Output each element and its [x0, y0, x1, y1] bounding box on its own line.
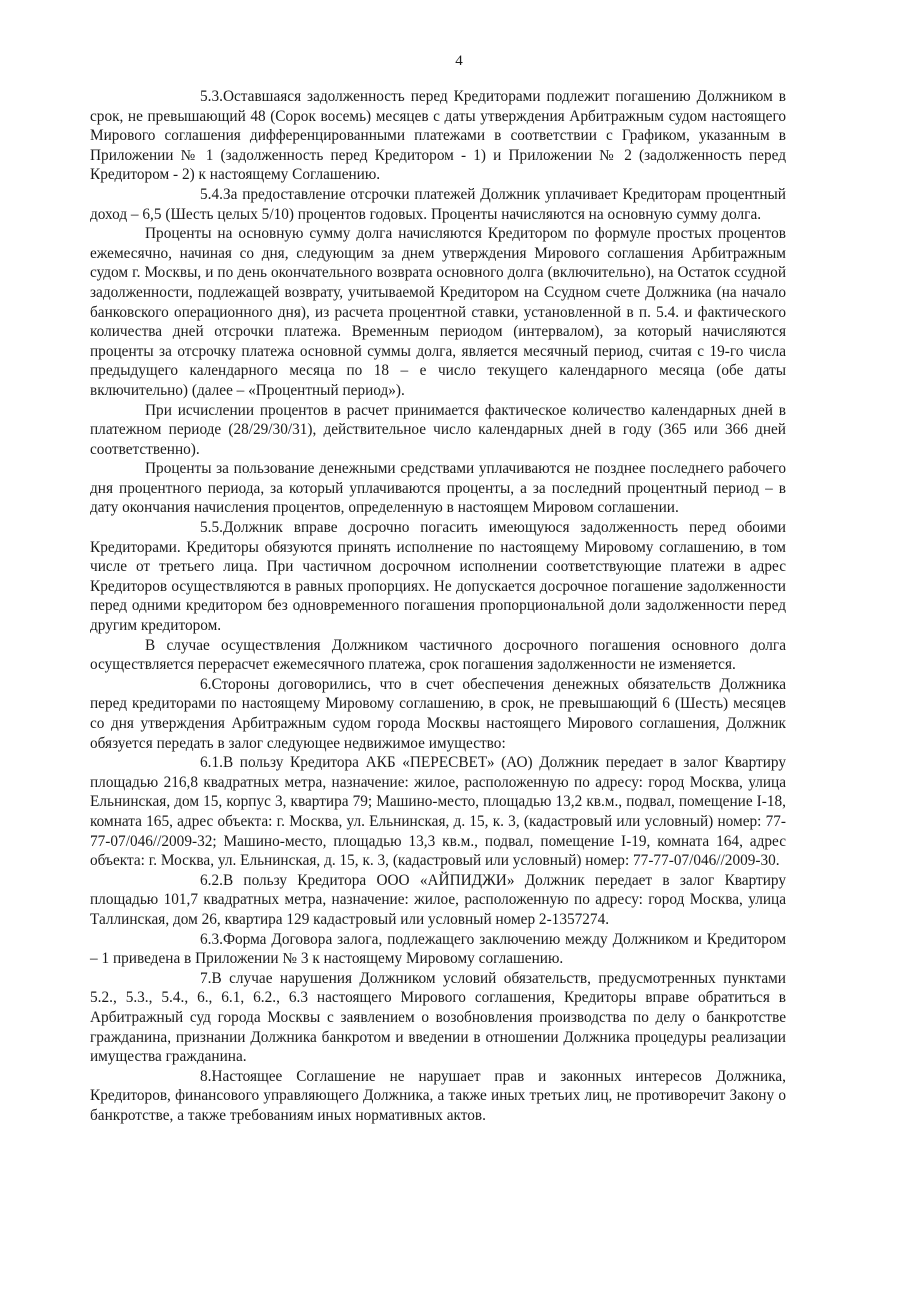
paragraph-5-3: [90, 87, 786, 185]
clause-number: 8.: [200, 1067, 212, 1085]
paragraph-6-3: [90, 930, 786, 969]
clause-number: 5.4.: [200, 185, 223, 203]
paragraph-6: [90, 675, 786, 753]
clause-text: Настоящее Соглашение не нарушает прав и законных интересов Должника, Кредиторов, финансового управляющего Должника, а также иных третьих лиц, не противоречит Закону о банкротстве, а также требованиям иных нормативных актов.: [90, 1067, 786, 1124]
clause-number: 6.3.: [200, 930, 223, 948]
clause-text: За предоставление отсрочки платежей Должник уплачивает Кредиторам процентный доход – 6,5 (Шесть целых 5/10) процентов годовых. Проценты начисляются на основную сумму долга.: [90, 185, 786, 223]
paragraph-8: [90, 1067, 786, 1126]
clause-number: 5.5.: [200, 519, 223, 537]
clause-text: В случае осуществления Должником частичного досрочного погашения основного долга осуществляется перерасчет ежемесячного платежа, срок погашения задолженности не изменяется.: [90, 636, 786, 674]
paragraph-6-1: [90, 753, 786, 871]
paragraph-6-2: [90, 871, 786, 930]
paragraph-interest-payment: [90, 459, 786, 518]
clause-text: В пользу Кредитора АКБ «ПЕРЕСВЕТ» (АО) Должник передает в залог Квартиру площадью 216,8 квадратных метра, назначение: жилое, расположенную по адресу: город Москва, улица Ельнинская, дом 15, корпус 3, квартира 79; Машино-место, площадью 13,2 кв.м., подвал, помещение I-18, комната 165, адрес объекта: г. Москва, ул. Ельнинская, д. 15, к. 3, (кадастровый или условный) номер: 77-77-07/046//2009-32; Машино-место, площадью 13,3 кв.м., подвал, помещение I-19, комната 164, адрес объекта: г. Москва, ул. Ельнинская, д. 15, к. 3, (кадастровый или условный) номер: 77-77-07/046//2009-30.: [90, 754, 786, 870]
clause-text: Форма Договора залога, подлежащего заключению между Должником и Кредитором – 1 приведена в Приложении № 3 к настоящему Мировому соглашению.: [90, 930, 786, 968]
clause-number: 6.2.: [200, 871, 223, 889]
paragraph-interest-days: [90, 401, 786, 460]
paragraph-interest-calculation: [90, 224, 786, 400]
clause-number: 6.1.: [200, 754, 223, 772]
paragraph-5-5: [90, 518, 786, 636]
clause-text: В пользу Кредитора ООО «АЙПИДЖИ» Должник передает в залог Квартиру площадью 101,7 квадратных метра, назначение: жилое, расположенную по адресу: город Москва, улица Таллинская, дом 26, квартира 129 кадастровый или условный номер 2-1357274.: [90, 871, 786, 928]
paragraph-7: [90, 969, 786, 1067]
clause-text: Проценты на основную сумму долга начисляются Кредитором по формуле простых процентов ежемесячно, начиная со дня, следующим за днем утверждения Мирового соглашения Арбитражным судом г. Москвы, и по день окончательного возврата основного долга (включительно), на Остаток ссудной задолженности, подлежащей возврату, учитываемой Кредитором на Ссудном счете Должника (на начало банковского операционного дня), из расчета процентной ставки, установленной в п. 5.4. и фактического количества дней отсрочки платежа. Временным периодом (интервалом), за который начисляются проценты за отсрочку платежа основной суммы долга, является месячный период, считая с 19-го числа предыдущего календарного месяца по 18 – е число текущего календарного месяца (обе даты включительно) (далее – «Процентный период»).: [90, 225, 786, 399]
document-body: [90, 87, 786, 1125]
clause-text: Оставшаяся задолженность перед Кредиторами подлежит погашению Должником в срок, не превышающий 48 (Сорок восемь) месяцев с даты утверждения Арбитражным судом настоящего Мирового соглашения дифференцированными платежами в соответствии с Графиком, указанным в Приложении № 1 (задолженность перед Кредитором - 1) и Приложении № 2 (задолженность перед Кредитором - 2) к настоящему Соглашению.: [90, 88, 786, 184]
clause-number: 6.: [200, 675, 212, 693]
clause-text: При исчислении процентов в расчет принимается фактическое количество календарных дней в платежном периоде (28/29/30/31), действительное число календарных дней в году (365 или 366 дней соответственно).: [90, 401, 786, 458]
paragraph-5-4: [90, 185, 786, 224]
page-number: 4: [455, 53, 463, 69]
paragraph-early-repayment: [90, 636, 786, 675]
clause-text: Должник вправе досрочно погасить имеющуюся задолженность перед обоими Кредиторами. Кредиторы обязуются принять исполнение по настоящему Мировому соглашению, в том числе от третьего лица. При частичном досрочном исполнении соответствующие платежи в адрес Кредиторов осуществляются в равных пропорциях. Не допускается досрочное погашение задолженности перед одними кредитором без одновременного погашения пропорциональной доли задолженности перед другим кредитором.: [90, 519, 786, 635]
clause-text: Проценты за пользование денежными средствами уплачиваются не позднее последнего рабочего дня процентного периода, за который уплачиваются проценты, а за последний процентный период – в дату окончания начисления процентов, определенную в настоящем Мировом соглашении.: [90, 460, 786, 517]
clause-number: 7.: [200, 969, 212, 987]
clause-text: В случае нарушения Должником условий обязательств, предусмотренных пунктами 5.2., 5.3., 5.4., 6., 6.1, 6.2., 6.3 настоящего Мирового соглашения, Кредиторы вправе обратиться в Арбитражный суд города Москвы с заявлением о возобновления производства по делу о банкротстве гражданина, признании Должника банкротом и введении в отношении Должника процедуры реализации имущества гражданина.: [90, 969, 786, 1066]
clause-number: 5.3.: [200, 88, 223, 105]
clause-text: Стороны договорились, что в счет обеспечения денежных обязательств Должника перед кредиторами по настоящему Мировому соглашению, в срок, не превышающий 6 (Шесть) месяцев со дня утверждения Арбитражным судом города Москвы настоящего Мирового соглашения, Должник обязуется передать в залог следующее недвижимое имущество:: [90, 675, 786, 752]
